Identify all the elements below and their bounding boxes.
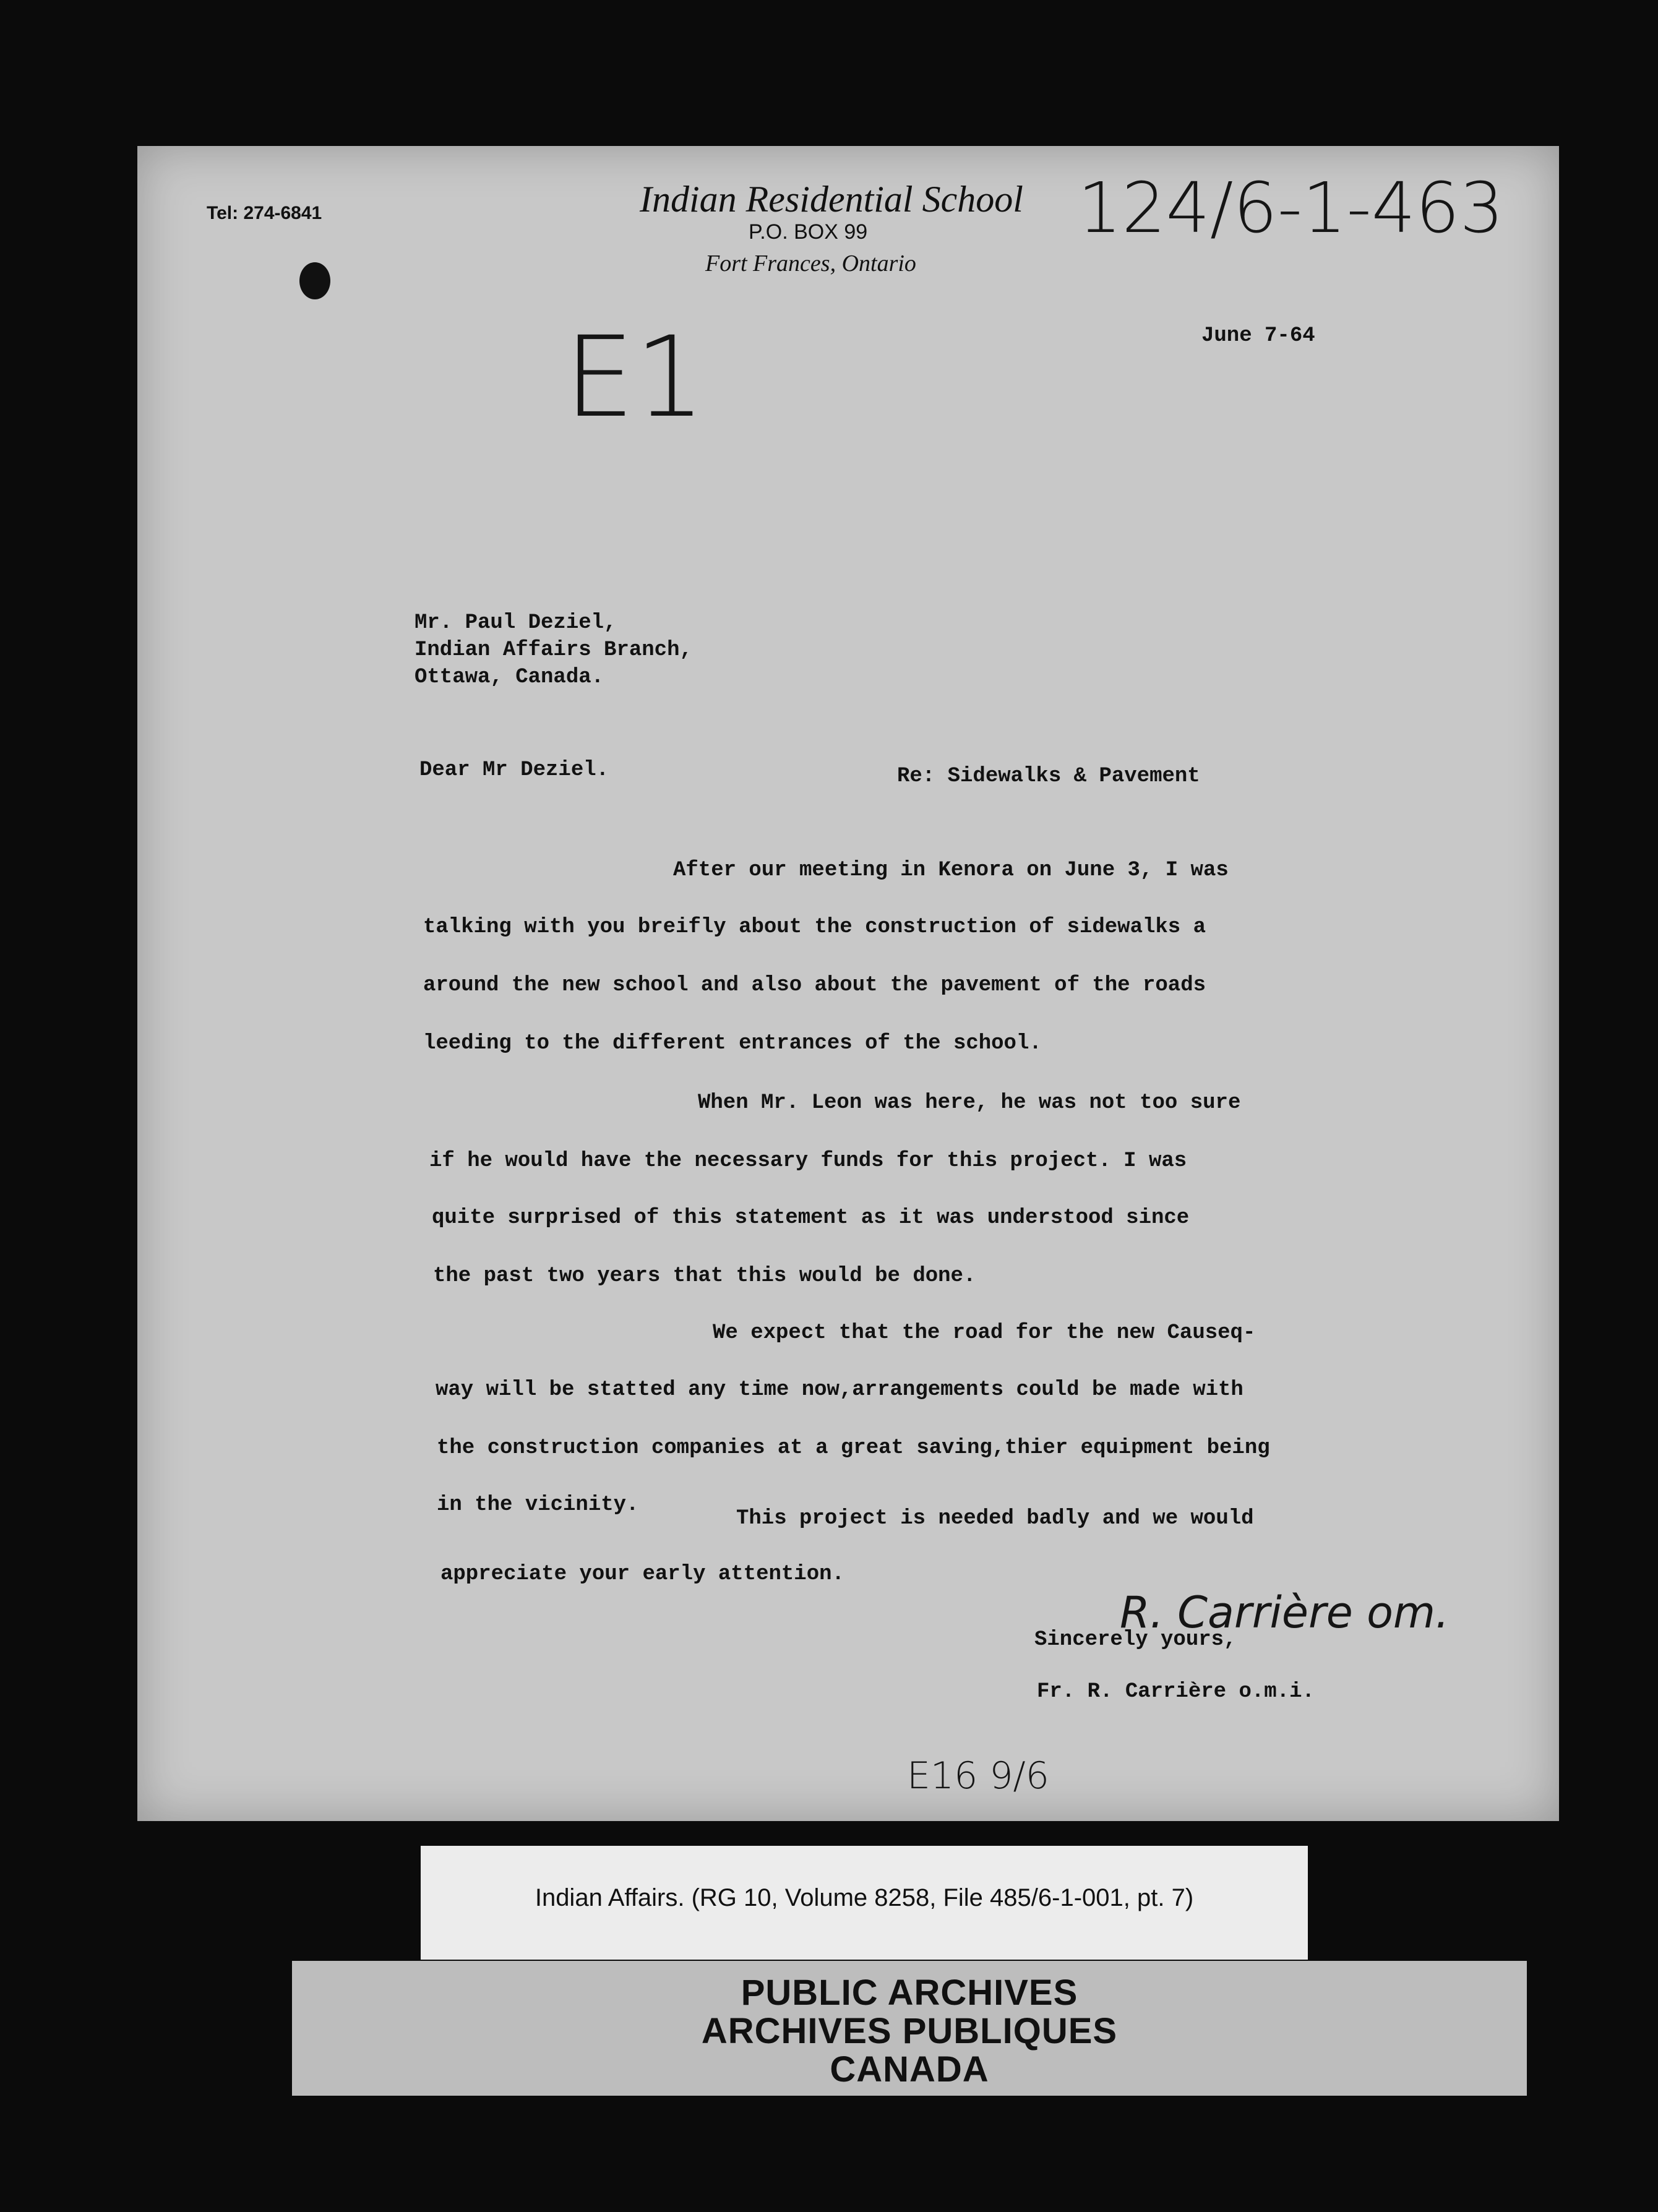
body-line: After our meeting in Kenora on June 3, I was bbox=[673, 859, 1229, 882]
body-line: appreciate your early attention. bbox=[440, 1563, 844, 1586]
ink-blot bbox=[299, 262, 330, 299]
letter-date: June 7-64 bbox=[1201, 324, 1315, 348]
recipient-line-2: Indian Affairs Branch, bbox=[414, 638, 692, 662]
subject-line: Re: Sidewalks & Pavement bbox=[897, 765, 1200, 788]
archive-reference-label bbox=[421, 1846, 1308, 1960]
stamp-line-2: ARCHIVES PUBLIQUES bbox=[701, 2011, 1118, 2051]
recipient-line-3: Ottawa, Canada. bbox=[414, 666, 604, 689]
letterhead-school-name: Indian Residential School bbox=[640, 179, 1023, 220]
body-line: way will be statted any time now,arrangements could be made with bbox=[436, 1378, 1244, 1402]
body-line: We expect that the road for the new Causeq- bbox=[713, 1321, 1256, 1345]
letterhead-telephone: Tel: 274-6841 bbox=[207, 203, 322, 223]
body-line: quite surprised of this statement as it was understood since bbox=[432, 1206, 1190, 1230]
recipient-line-1: Mr. Paul Deziel, bbox=[414, 611, 617, 635]
archive-reference-text: Indian Affairs. (RG 10, Volume 8258, File 485/6-1-001, pt. 7) bbox=[535, 1884, 1194, 1911]
signature: R. Carrière om. bbox=[1120, 1587, 1450, 1638]
body-line: When Mr. Leon was here, he was not too sure bbox=[698, 1091, 1241, 1115]
body-line: the construction companies at a great saving,thier equipment being bbox=[437, 1436, 1270, 1460]
stamp-line-3: CANADA bbox=[830, 2049, 989, 2090]
closing: Sincerely yours, bbox=[1034, 1628, 1237, 1652]
archives-stamp bbox=[292, 1961, 1527, 2096]
body-line: talking with you breifly about the construction of sidewalks a bbox=[423, 915, 1206, 939]
handwritten-note: E16 9/6 bbox=[907, 1754, 1049, 1798]
signatory-name: Fr. R. Carrière o.m.i. bbox=[1037, 1680, 1315, 1704]
letterhead-po-box: P.O. BOX 99 bbox=[749, 220, 868, 244]
body-line: if he would have the necessary funds for this project. I was bbox=[429, 1149, 1187, 1173]
letterhead-city: Fort Frances, Ontario bbox=[705, 251, 916, 276]
stamp-line-1: PUBLIC ARCHIVES bbox=[741, 1973, 1078, 2013]
letter-page bbox=[137, 146, 1559, 1821]
handwritten-file-number: 124/6-1-463 bbox=[1078, 168, 1504, 249]
body-line: leeding to the different entrances of the school. bbox=[423, 1032, 1042, 1055]
body-line: This project is needed badly and we would bbox=[736, 1507, 1254, 1530]
body-line: the past two years that this would be done. bbox=[433, 1264, 976, 1288]
salutation: Dear Mr Deziel. bbox=[419, 758, 609, 782]
body-line: around the new school and also about the pavement of the roads bbox=[423, 974, 1206, 997]
handwritten-mark: E1 bbox=[564, 313, 706, 442]
body-line: in the vicinity. bbox=[437, 1493, 639, 1517]
